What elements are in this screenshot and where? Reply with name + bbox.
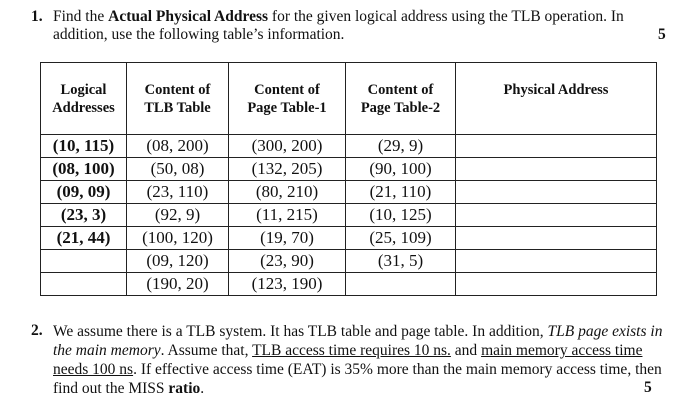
page-table-2-cell: (25, 109) (346, 227, 456, 250)
table-header-row (41, 63, 657, 135)
physical-address-cell[interactable] (456, 273, 657, 296)
table-row (41, 158, 657, 181)
physical-address-cell[interactable] (456, 135, 657, 158)
physical-address-cell[interactable] (456, 250, 657, 273)
page-table-1-cell: (11, 215) (229, 204, 346, 227)
page-table-1-cell: (300, 200) (229, 135, 346, 158)
tlb-cell: (23, 110) (127, 181, 229, 204)
question-2-line-3: needs 100 ns. If effective access time (EAT) is 35% more than the main memory access time, then (53, 361, 662, 378)
header-physical-address: Physical Address (456, 63, 657, 135)
page-table-2-cell (346, 273, 456, 296)
table-row (41, 181, 657, 204)
question-2-line-2: the main memory. Assume that, TLB access time requires 10 ns. and main memory access time (53, 342, 643, 359)
page-table-1-cell: (80, 210) (229, 181, 346, 204)
address-table (40, 62, 657, 296)
table-row (41, 273, 657, 296)
logical-address-cell: (23, 3) (41, 204, 127, 227)
question-2-number: 2. (31, 322, 43, 339)
page-table-2-cell: (31, 5) (346, 250, 456, 273)
page-table-2-cell: (21, 110) (346, 181, 456, 204)
physical-address-cell[interactable] (456, 158, 657, 181)
table-row (41, 227, 657, 250)
question-1-number: 1. (31, 8, 43, 25)
page-table-1-cell: (19, 70) (229, 227, 346, 250)
page-table-1-cell: (123, 190) (229, 273, 346, 296)
header-page-table-1: Content of Page Table-1 (229, 63, 346, 135)
logical-address-cell: (08, 100) (41, 158, 127, 181)
tlb-cell: (100, 120) (127, 227, 229, 250)
question-2-line-4: find out the MISS ratio. (53, 380, 205, 397)
question-1-line-2: addition, use the following table’s information. (53, 26, 345, 43)
page-table-2-cell: (90, 100) (346, 158, 456, 181)
table-row (41, 250, 657, 273)
logical-address-cell (41, 273, 127, 296)
header-page-table-2: Content of Page Table-2 (346, 63, 456, 135)
tlb-cell: (50, 08) (127, 158, 229, 181)
question-2-line-1: We assume there is a TLB system. It has TLB table and page table. In addition, TLB page exists in (53, 323, 663, 340)
q1-text-a: Find the (53, 8, 109, 25)
page-table-1-cell: (23, 90) (229, 250, 346, 273)
header-logical-addresses: Logical Addresses (41, 63, 127, 135)
page-table-1-cell: (132, 205) (229, 158, 346, 181)
memory-access-time-underlined: main memory access time (481, 342, 643, 359)
table-row (41, 135, 657, 158)
physical-address-cell[interactable] (456, 204, 657, 227)
tlb-access-time-underlined: TLB access time requires 10 ns. (252, 342, 451, 359)
page-table-2-cell: (10, 125) (346, 204, 456, 227)
physical-address-cell[interactable] (456, 227, 657, 250)
question-1-marks: 5 (658, 26, 666, 43)
header-tlb-table: Content of TLB Table (127, 63, 229, 135)
q1-bold-term: Actual Physical Address (108, 8, 269, 25)
physical-address-cell[interactable] (456, 181, 657, 204)
logical-address-cell: (10, 115) (41, 135, 127, 158)
question-1-line-1 (53, 8, 624, 26)
logical-address-cell: (21, 44) (41, 227, 127, 250)
page-table-2-cell: (29, 9) (346, 135, 456, 158)
table-row (41, 204, 657, 227)
tlb-cell: (190, 20) (127, 273, 229, 296)
tlb-cell: (08, 200) (127, 135, 229, 158)
logical-address-cell (41, 250, 127, 273)
logical-address-cell: (09, 09) (41, 181, 127, 204)
q1-text-b: for the given logical address using the TLB operation. In (268, 8, 624, 25)
tlb-cell: (92, 9) (127, 204, 229, 227)
question-2-marks: 5 (644, 379, 652, 396)
tlb-cell: (09, 120) (127, 250, 229, 273)
